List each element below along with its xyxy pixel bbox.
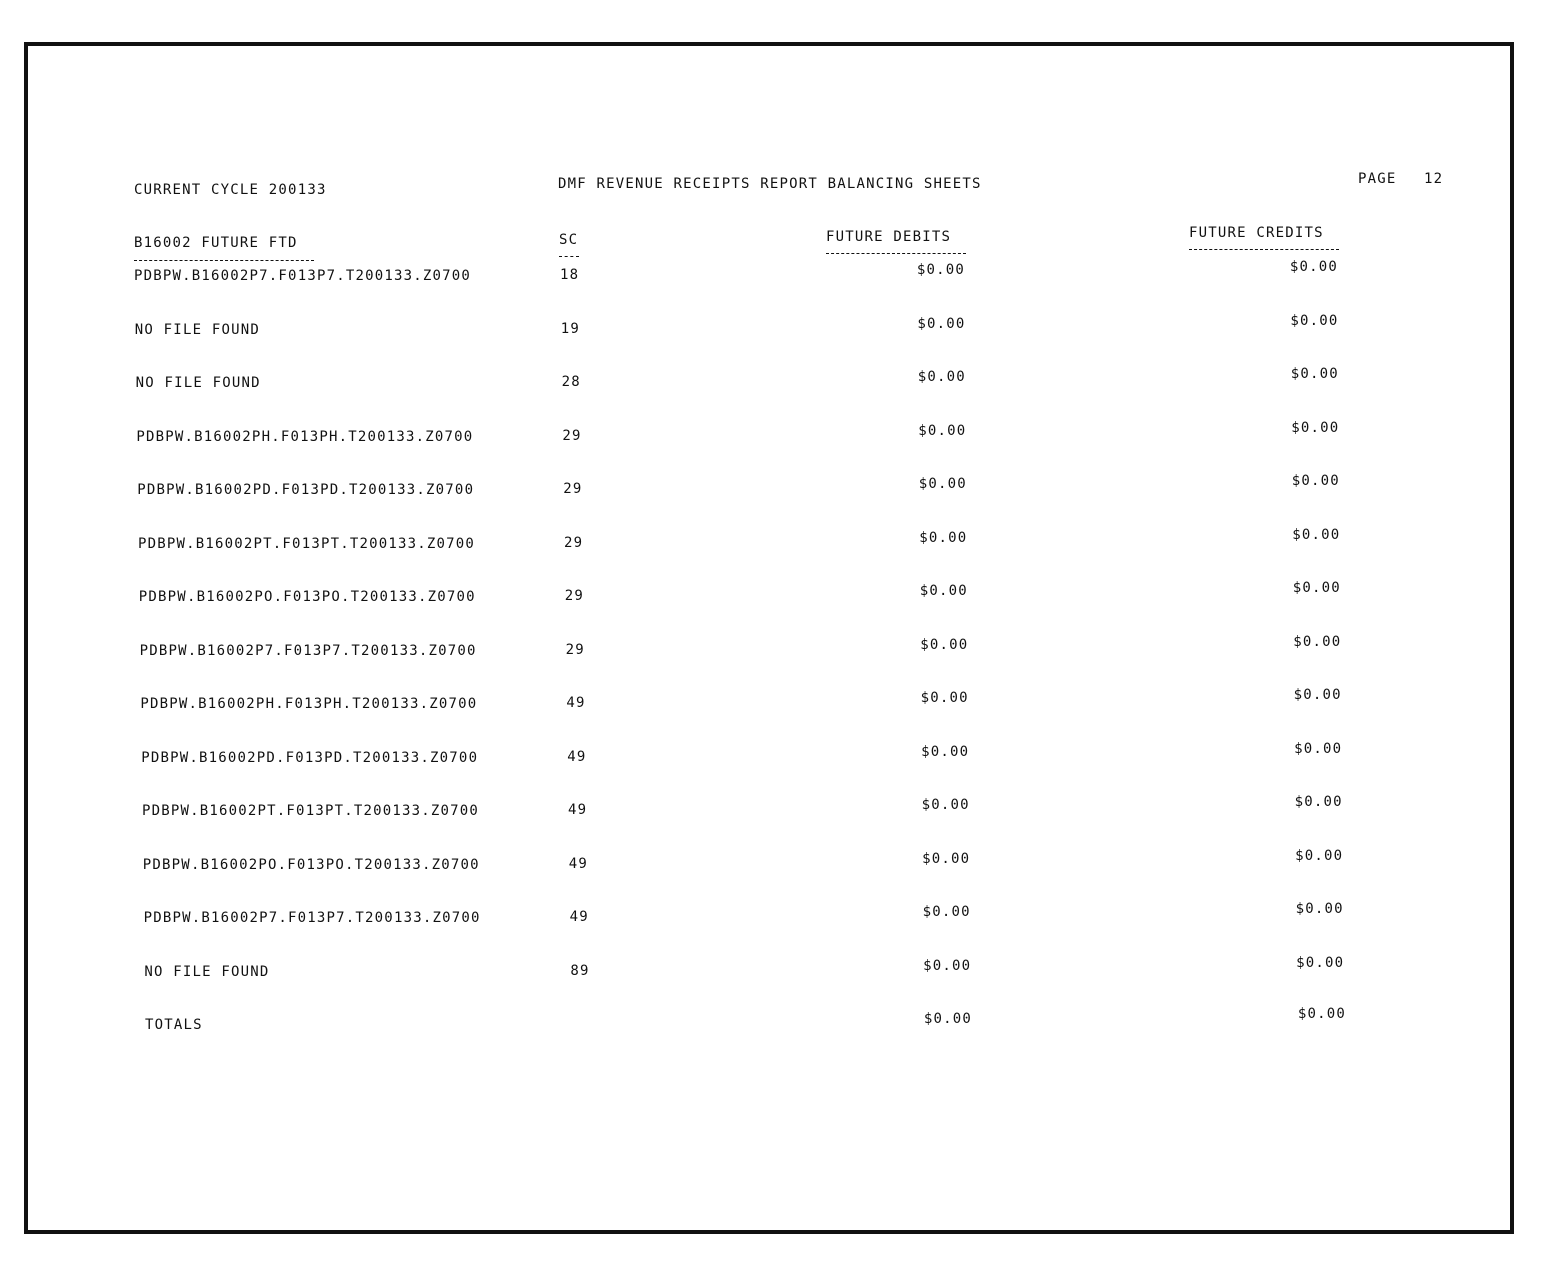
- row-future-debits: $0.00: [923, 957, 972, 974]
- row-file-name: PDBPW.B16002PH.F013PH.T200133.Z0700: [140, 696, 478, 712]
- row-file-name: NO FILE FOUND: [134, 321, 260, 338]
- row-sc: 28: [561, 374, 581, 390]
- row-future-debits: $0.00: [918, 422, 967, 439]
- column-header-debits: FUTURE DEBITS: [826, 229, 952, 245]
- row-future-debits: $0.00: [922, 904, 971, 920]
- row-future-debits: $0.00: [921, 797, 970, 813]
- row-file-name: NO FILE FOUND: [144, 963, 270, 980]
- totals-label: TOTALS: [145, 1017, 203, 1033]
- row-future-debits: $0.00: [916, 262, 965, 278]
- row-future-credits: $0.00: [1294, 794, 1343, 810]
- totals-debits: $0.00: [923, 1011, 972, 1027]
- row-sc: 49: [568, 802, 588, 818]
- row-future-credits: $0.00: [1289, 259, 1338, 275]
- row-future-credits: $0.00: [1290, 312, 1339, 329]
- row-file-name: PDBPW.B16002PH.F013PH.T200133.Z0700: [136, 428, 474, 445]
- totals-credits: $0.00: [1297, 1006, 1346, 1022]
- row-sc: 18: [560, 267, 580, 283]
- row-future-debits: $0.00: [920, 690, 969, 706]
- row-future-credits: $0.00: [1293, 687, 1342, 703]
- row-future-debits: $0.00: [919, 583, 968, 599]
- row-file-name: PDBPW.B16002PO.F013PO.T200133.Z0700: [138, 589, 476, 605]
- row-sc: 49: [567, 748, 587, 765]
- page-number: 12: [1424, 171, 1444, 187]
- row-future-credits: $0.00: [1293, 633, 1342, 650]
- row-sc: 29: [564, 588, 585, 604]
- row-future-credits: $0.00: [1291, 473, 1340, 489]
- column-header-file-underline: [134, 260, 314, 261]
- row-future-debits: $0.00: [921, 743, 970, 760]
- column-header-credits: FUTURE CREDITS: [1189, 225, 1324, 241]
- current-cycle: CURRENT CYCLE 200133: [134, 182, 327, 198]
- row-future-debits: $0.00: [922, 850, 971, 867]
- row-file-name: PDBPW.B16002PT.F013PT.T200133.Z0700: [142, 803, 480, 819]
- row-file-name: PDBPW.B16002PD.F013PD.T200133.Z0700: [137, 482, 475, 498]
- row-sc: 29: [563, 481, 583, 497]
- row-future-debits: $0.00: [919, 529, 968, 546]
- row-future-debits: $0.00: [918, 476, 967, 492]
- row-future-debits: $0.00: [917, 369, 966, 385]
- row-sc: 89: [570, 962, 590, 979]
- report-title: DMF REVENUE RECEIPTS REPORT BALANCING SHEETS: [558, 176, 982, 192]
- row-sc: 29: [564, 534, 584, 551]
- row-sc: 29: [562, 427, 582, 444]
- row-future-debits: $0.00: [917, 315, 966, 332]
- row-file-name: PDBPW.B16002PO.F013PO.T200133.Z0700: [142, 856, 480, 873]
- row-future-credits: $0.00: [1295, 901, 1344, 917]
- row-file-name: PDBPW.B16002PD.F013PD.T200133.Z0700: [141, 749, 479, 766]
- column-header-sc-underline: [559, 256, 579, 257]
- row-future-credits: $0.00: [1296, 954, 1345, 971]
- row-file-name: NO FILE FOUND: [135, 375, 261, 391]
- column-header-file: B16002 FUTURE FTD: [134, 235, 298, 251]
- column-header-debits-underline: [826, 253, 966, 254]
- row-sc: 19: [560, 320, 581, 337]
- column-header-credits-underline: [1189, 249, 1339, 250]
- row-future-debits: $0.00: [920, 636, 969, 653]
- row-file-name: PDBPW.B16002P7.F013P7.T200133.Z0700: [139, 642, 477, 659]
- row-file-name: PDBPW.B16002P7.F013P7.T200133.Z0700: [143, 910, 481, 926]
- column-header-sc: SC: [559, 232, 579, 248]
- row-sc: 49: [568, 855, 589, 872]
- row-file-name: PDBPW.B16002P7.F013P7.T200133.Z0700: [134, 268, 472, 284]
- row-future-credits: $0.00: [1290, 366, 1339, 382]
- row-future-credits: $0.00: [1292, 526, 1341, 543]
- row-file-name: PDBPW.B16002PT.F013PT.T200133.Z0700: [138, 535, 476, 552]
- row-sc: 29: [565, 641, 585, 658]
- row-future-credits: $0.00: [1294, 740, 1343, 757]
- row-future-credits: $0.00: [1291, 419, 1340, 436]
- row-future-credits: $0.00: [1295, 847, 1344, 864]
- row-sc: 49: [569, 909, 589, 925]
- row-sc: 49: [566, 695, 586, 711]
- page-label: PAGE: [1358, 171, 1397, 187]
- row-future-credits: $0.00: [1292, 580, 1341, 596]
